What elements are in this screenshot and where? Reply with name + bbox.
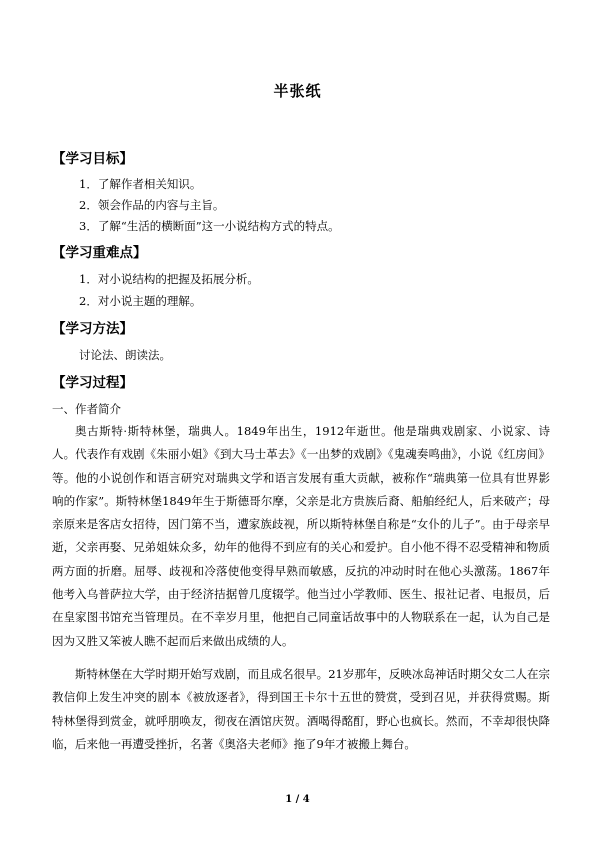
- key-point-item: 2．对小说主题的理解。: [79, 294, 202, 308]
- section-heading-key-points: 【学习重难点】: [52, 245, 147, 261]
- key-point-item: 1．对小说结构的把握及拓展分析。: [79, 272, 259, 286]
- section-heading-process: 【学习过程】: [52, 375, 133, 391]
- body-paragraph: 奥古斯特·斯特林堡，瑞典人。1849年出生，1912年逝世。他是瑞典戏剧家、小说家、诗人。代表作有戏剧《朱丽小姐》《到大马士革去》《一出梦的戏剧》《鬼魂奏鸣曲》，小说《红房间》等。他的小说创作和语言研究对瑞典文学和语言发展有重大贡献，被称作“瑞典第一位具有世界影响的作家”。斯特林堡1849年生于斯德哥尔摩，父亲是北方贵族后裔、船舶经纪人，后来破产；母亲原来是客店女招待，因门第不当，遭家族歧视，所以斯特林堡自称是“女仆的儿子”。由于母亲早逝，父亲再娶、兄弟姐妹众多，幼年的他得不到应有的关心和爱护。自小他不得不忍受精神和物质两方面的折磨。屈辱、歧视和冷落使他变得早熟而敏感，反抗的冲动时时在他心头激荡。1867年他考入乌普萨拉大学，由于经济拮据曾几度辍学。他当过小学教师、医生、报社记者、电报员，后在皇家图书馆充当管理员。在不幸岁月里，他把自己同童话故事中的人物联系在一起，认为自己是因为又胜又笨被人瞧不起而后来做出成绩的人。: [52, 424, 550, 648]
- process-subheading: 一、作者简介: [52, 402, 121, 416]
- section-heading-methods: 【学习方法】: [52, 321, 133, 337]
- goal-item: 2．领会作品的内容与主旨。: [79, 198, 225, 212]
- page-number: 1 / 4: [285, 794, 310, 805]
- body-paragraph: 斯特林堡在大学时期开始写戏剧，而且成名很早。21岁那年，反映冰岛神话时期父女二人在宗教信仰上发生冲突的剧本《被放逐者》，得到国王卡尔十五世的赞赏，受到召见，并获得赏赐。斯特林堡得到赏金，就呼朋唤友，彻夜在酒馆庆贺。酒喝得酩酊，野心也疯长。然而，不幸却很快降临，后来他一再遭受挫折，名著《奥洛夫老师》拖了9年才被搬上舞台。: [52, 667, 550, 751]
- document-title: 半张纸: [273, 82, 322, 100]
- section-heading-goals: 【学习目标】: [52, 151, 133, 167]
- goal-item: 1．了解作者相关知识。: [79, 177, 202, 191]
- goal-item: 3．了解“生活的横断面”这一小说结构方式的特点。: [79, 219, 340, 233]
- methods-text: 讨论法、朗读法。: [79, 348, 171, 362]
